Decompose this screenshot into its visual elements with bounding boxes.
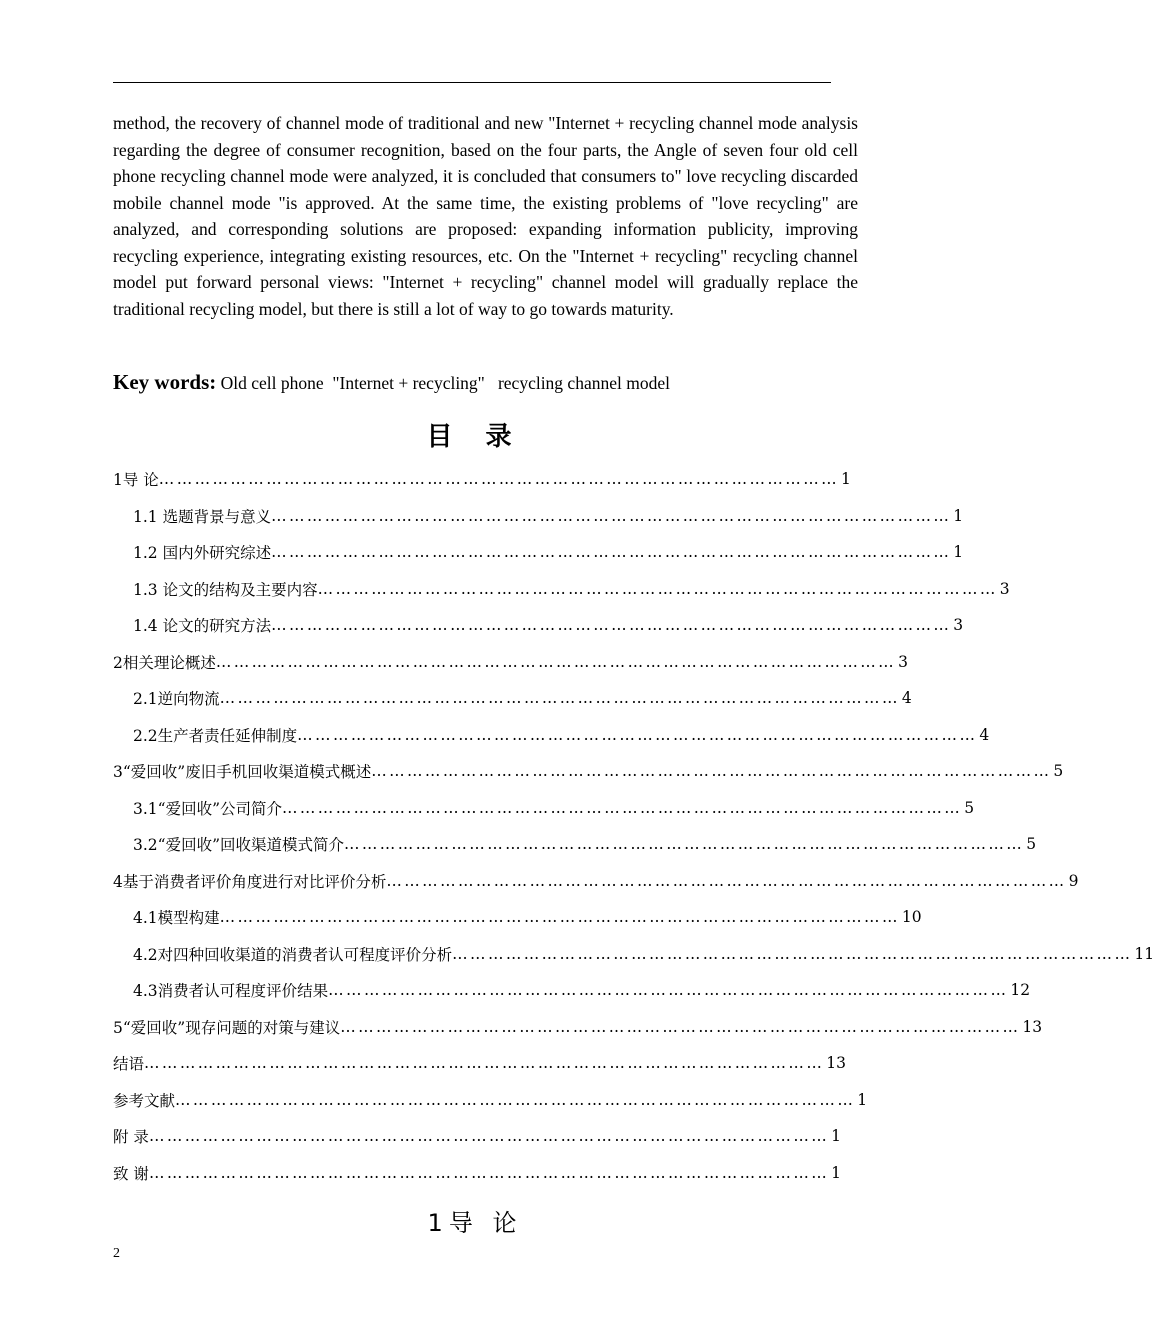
toc-entry-text: 5“爱回收”现存问题的对策与建议 xyxy=(113,1018,341,1037)
toc-leader: …………………………………………………………………………………………………… xyxy=(219,689,900,708)
toc-entry-page: 3 xyxy=(999,579,1010,598)
toc-entry[interactable] xyxy=(113,790,975,827)
toc-leader: …………………………………………………………………………………………………… xyxy=(282,798,963,817)
toc-entry-text: 4基于消费者评价角度进行对比评价分析 xyxy=(113,872,387,891)
toc-entry[interactable] xyxy=(113,717,990,754)
toc-leader: …………………………………………………………………………………………………… xyxy=(158,470,839,489)
toc-entry-page: 5 xyxy=(1053,762,1064,781)
toc-entry-page: 3 xyxy=(898,652,908,671)
toc-leader: …………………………………………………………………………………………………… xyxy=(144,1054,825,1073)
abstract-paragraph: method, the recovery of channel mode of traditional and new "Internet + recycling channel mode analysis regarding the degree of consumer recognition, based on the four parts, the Angle of seven four old cell phone recycling channel mode were analyzed, it is concluded that consumers to" love recycling discarded mobile channel mode "is approved. At the same time, the existing problems of "love recycling" are analyzed, and corresponding solutions are proposed: expanding information publicity, improving recycling experience, integrating existing resources, etc. On the "Internet + recycling" recycling channel model put forward personal views: "Internet + recycling" channel model will gradually replace the traditional recycling model, but there is still a lot of way to go towards maturity. xyxy=(113,113,858,319)
page-number: 2 xyxy=(113,1246,120,1261)
toc-entry-page: 9 xyxy=(1068,871,1079,890)
toc-title: 目 录 xyxy=(426,422,524,452)
chapter-heading: 1导 论 xyxy=(427,1209,523,1237)
toc-entry[interactable] xyxy=(113,1045,846,1082)
toc-leader: …………………………………………………………………………………………………… xyxy=(148,1163,830,1182)
keywords-label: Key words: xyxy=(113,370,217,394)
header-rule xyxy=(113,82,831,83)
toc-entry[interactable] xyxy=(113,936,1154,973)
toc-entry-text: 3.1“爱回收”公司简介 xyxy=(133,799,282,818)
keywords-line xyxy=(113,370,670,395)
toc-entry[interactable] xyxy=(113,972,1031,1009)
toc-entry-text: 1导 论 xyxy=(113,471,159,490)
toc-entry-page: 1 xyxy=(857,1090,868,1109)
toc-entry-page: 10 xyxy=(901,908,922,927)
toc-entry-text: 4.2对四种回收渠道的消费者认可程度评价分析 xyxy=(133,945,453,964)
toc-leader: …………………………………………………………………………………………………… xyxy=(340,1017,1021,1036)
toc-entry-text: 参考文献 xyxy=(113,1091,176,1110)
toc-entry[interactable] xyxy=(113,1082,868,1119)
toc-entry[interactable] xyxy=(113,571,1010,608)
toc-entry-text: 4.1模型构建 xyxy=(133,909,220,928)
toc-entry-text: 附 录 xyxy=(113,1128,149,1147)
toc-entry-page: 4 xyxy=(901,689,912,708)
toc-entry-text: 1.1 选题背景与意义 xyxy=(133,507,272,526)
toc-entry-page: 1 xyxy=(831,1127,842,1146)
toc-leader: …………………………………………………………………………………………………… xyxy=(328,981,1009,1000)
toc-entry[interactable] xyxy=(113,863,1079,900)
toc-entry-page: 1 xyxy=(831,1163,842,1182)
toc-entry-text: 4.3消费者认可程度评价结果 xyxy=(133,982,329,1001)
toc-entry-page: 5 xyxy=(1026,835,1037,854)
toc-entry[interactable] xyxy=(113,753,1064,790)
toc-entry[interactable] xyxy=(113,498,964,535)
toc-entry[interactable] xyxy=(113,1009,1043,1046)
toc-leader: …………………………………………………………………………………………………… xyxy=(148,1127,830,1146)
toc-leader: …………………………………………………………………………………………………… xyxy=(344,835,1025,854)
keywords-value: Old cell phone "Internet + recycling" recycling channel model xyxy=(216,373,670,393)
toc-leader: …………………………………………………………………………………………………… xyxy=(271,506,952,525)
toc-entry-page: 5 xyxy=(964,798,975,817)
toc-leader: …………………………………………………………………………………………………… xyxy=(219,908,900,927)
toc-entry-text: 3.2“爱回收”回收渠道模式简介 xyxy=(133,836,344,855)
toc-entry-page: 13 xyxy=(826,1054,846,1073)
toc-entry-page: 1 xyxy=(841,470,851,489)
toc-entry[interactable] xyxy=(113,1155,842,1192)
table-of-contents xyxy=(113,461,1154,1191)
toc-leader: …………………………………………………………………………………………………… xyxy=(297,725,978,744)
toc-entry[interactable] xyxy=(113,607,964,644)
toc-entry[interactable] xyxy=(113,680,912,717)
toc-entry-page: 13 xyxy=(1022,1017,1043,1036)
toc-entry-page: 12 xyxy=(1010,981,1031,1000)
toc-entry-page: 11 xyxy=(1134,944,1154,963)
toc-leader: …………………………………………………………………………………………………… xyxy=(317,579,998,598)
toc-entry-text: 1.2 国内外研究综述 xyxy=(133,544,272,563)
toc-entry[interactable] xyxy=(113,1118,842,1155)
toc-entry-page: 1 xyxy=(953,506,964,525)
toc-entry-text: 结语 xyxy=(113,1055,145,1074)
toc-entry[interactable] xyxy=(113,644,908,681)
toc-entry-text: 2.1逆向物流 xyxy=(133,690,220,709)
toc-leader: …………………………………………………………………………………………………… xyxy=(271,616,952,635)
toc-entry-text: 致 谢 xyxy=(113,1164,149,1183)
toc-entry-page: 4 xyxy=(979,725,990,744)
toc-entry[interactable] xyxy=(113,826,1037,863)
toc-leader: …………………………………………………………………………………………………… xyxy=(175,1090,856,1109)
toc-entry-text: 3“爱回收”废旧手机回收渠道模式概述 xyxy=(113,763,372,782)
toc-entry-text: 2相关理论概述 xyxy=(113,653,216,672)
toc-entry[interactable] xyxy=(113,899,922,936)
toc-leader: …………………………………………………………………………………………………… xyxy=(452,944,1133,963)
toc-entry-text: 1.4 论文的研究方法 xyxy=(133,617,272,636)
toc-entry-text: 1.3 论文的结构及主要内容 xyxy=(133,580,318,599)
toc-entry-page: 1 xyxy=(953,543,964,562)
toc-leader: …………………………………………………………………………………………………… xyxy=(386,871,1067,890)
toc-entry[interactable] xyxy=(113,534,964,571)
toc-entry[interactable] xyxy=(113,461,851,498)
toc-leader: …………………………………………………………………………………………………… xyxy=(371,762,1052,781)
toc-entry-text: 2.2生产者责任延伸制度 xyxy=(133,726,298,745)
toc-leader: …………………………………………………………………………………………………… xyxy=(271,543,952,562)
toc-entry-page: 3 xyxy=(953,616,964,635)
toc-leader: …………………………………………………………………………………………………… xyxy=(215,652,897,671)
